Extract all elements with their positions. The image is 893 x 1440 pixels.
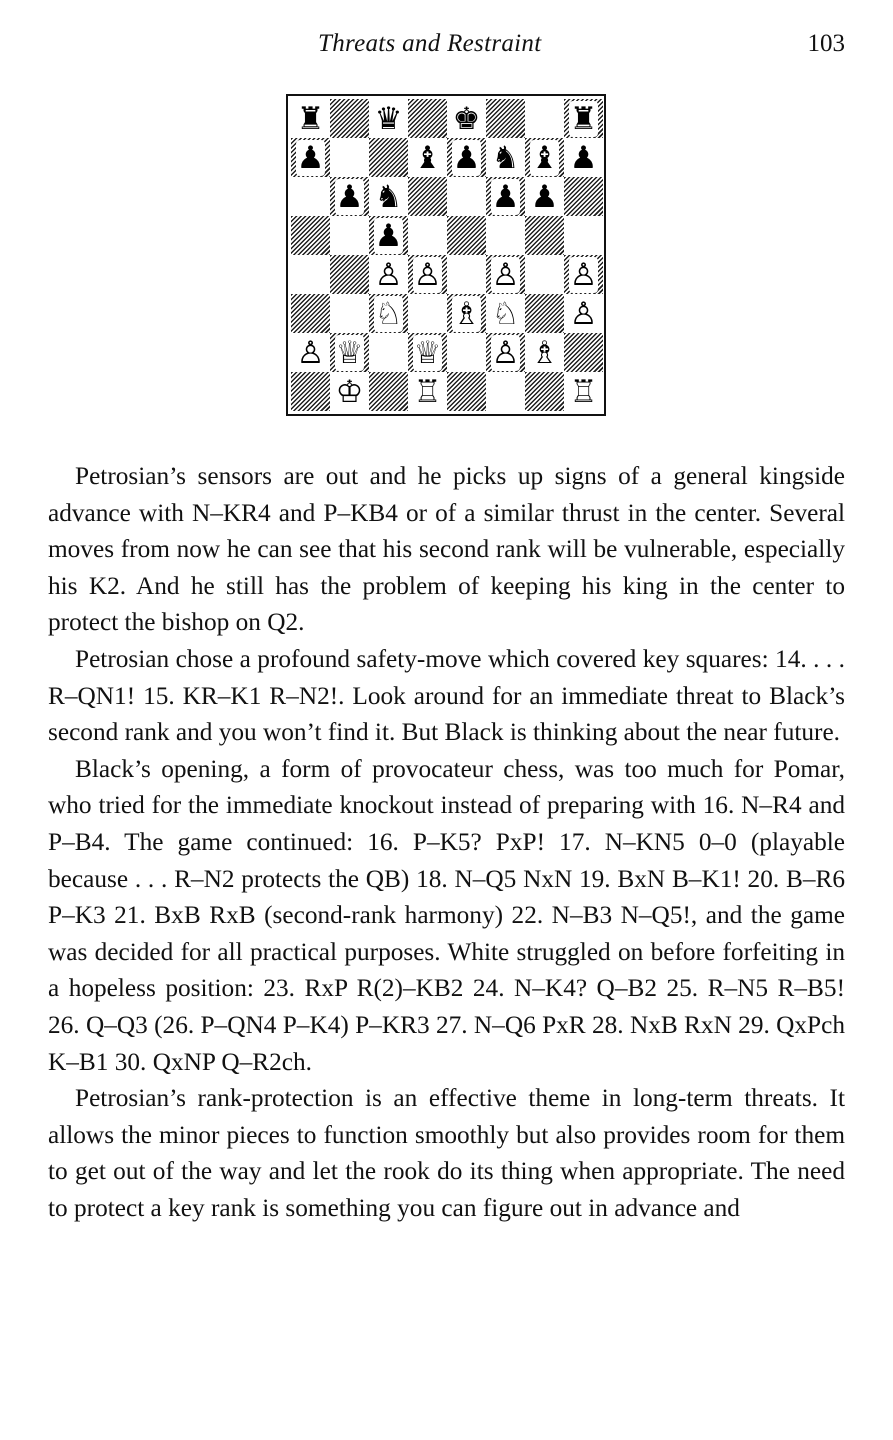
square-d8 (408, 99, 447, 138)
chess-piece: ♟ (491, 178, 520, 215)
chess-piece: ♘ (374, 295, 403, 332)
paragraph: Petrosian’s sensors are out and he picks up signs of a general kingside advance with N–KR4 and P–KB4 or of a similar thrust in the center. Several moves from now he can see that his second rank will be vulnerable, especially his K2. And he still has the problem of keeping his king in the center to protect the bishop on Q2. (48, 462, 845, 637)
chess-piece: ♚ (452, 100, 481, 137)
paragraph: Petrosian chose a profound safety-move which covered key squares: 14. . . . R–QN1! 15. KR–K1 R–N2!. Look around for an immediate threat to Black’s second rank and you won’t find it. But Black is thinking about the near future. (48, 644, 845, 747)
chapter-title: Threats and Restraint (318, 30, 542, 57)
square-b8 (330, 99, 369, 138)
chess-piece: ♕ (413, 334, 442, 371)
page-number: 103 (807, 30, 845, 57)
square-b2 (330, 333, 369, 372)
square-c2 (369, 333, 408, 372)
square-d2 (408, 333, 447, 372)
square-e7 (447, 138, 486, 177)
square-e1 (447, 372, 486, 411)
square-h3 (564, 294, 603, 333)
chess-piece: ♙ (296, 334, 325, 371)
square-a1 (291, 372, 330, 411)
chess-piece: ♜ (296, 100, 325, 137)
square-b1 (330, 372, 369, 411)
square-h8 (564, 99, 603, 138)
square-e8 (447, 99, 486, 138)
chess-piece: ♕ (335, 334, 364, 371)
square-a6 (291, 177, 330, 216)
square-d6 (408, 177, 447, 216)
square-h7 (564, 138, 603, 177)
square-c6 (369, 177, 408, 216)
chess-piece: ♛ (374, 100, 403, 137)
chess-piece: ♟ (374, 217, 403, 254)
square-f7 (486, 138, 525, 177)
square-g3 (525, 294, 564, 333)
square-h1 (564, 372, 603, 411)
chess-piece: ♟ (530, 178, 559, 215)
square-d3 (408, 294, 447, 333)
square-g2 (525, 333, 564, 372)
square-d5 (408, 216, 447, 255)
chess-piece: ♝ (530, 139, 559, 176)
square-f3 (486, 294, 525, 333)
square-c7 (369, 138, 408, 177)
paragraph: Black’s opening, a form of provocateur chess, was too much for Pomar, who tried for the immediate knockout instead of preparing with 16. N–R4 and P–B4. The game continued: 16. P–K5? PxP! 17. N–KN5 0–0 (playable because . . . R–N2 protects the QB) 18. N–Q5 NxN 19. BxN B–K1! 20. B–R6 P–K3 21. BxB RxB (second-rank harmony) 22. N–B3 N–Q5!, and the game was decided for all practical purposes. White struggled on before forfeiting in a hopeless position: 23. RxP R(2)–KB2 24. N–K4? Q–B2 25. R–N5 R–B5! 26. Q–Q3 (26. P–QN4 P–K4) P–KR3 27. N–Q6 PxR 28. NxB RxN 29. QxPch K–B1 30. QxNP Q–R2ch. (48, 754, 845, 1076)
chess-piece: ♙ (569, 256, 598, 293)
chess-piece: ♖ (413, 373, 442, 410)
square-f6 (486, 177, 525, 216)
square-g1 (525, 372, 564, 411)
square-d7 (408, 138, 447, 177)
square-h4 (564, 255, 603, 294)
chess-piece: ♘ (491, 295, 520, 332)
square-a5 (291, 216, 330, 255)
square-h5 (564, 216, 603, 255)
square-a4 (291, 255, 330, 294)
square-b5 (330, 216, 369, 255)
chess-piece: ♞ (491, 139, 520, 176)
square-c8 (369, 99, 408, 138)
chess-piece: ♗ (452, 295, 481, 332)
chess-piece: ♟ (296, 139, 325, 176)
square-a2 (291, 333, 330, 372)
square-e3 (447, 294, 486, 333)
square-f2 (486, 333, 525, 372)
chess-board (291, 99, 603, 411)
square-f5 (486, 216, 525, 255)
square-c1 (369, 372, 408, 411)
square-b7 (330, 138, 369, 177)
square-e5 (447, 216, 486, 255)
square-g6 (525, 177, 564, 216)
square-e4 (447, 255, 486, 294)
square-c3 (369, 294, 408, 333)
square-b6 (330, 177, 369, 216)
chess-piece: ♙ (569, 295, 598, 332)
chess-piece: ♟ (452, 139, 481, 176)
chess-piece: ♙ (374, 256, 403, 293)
chess-piece: ♞ (374, 178, 403, 215)
square-e2 (447, 333, 486, 372)
square-c4 (369, 255, 408, 294)
square-g4 (525, 255, 564, 294)
square-f1 (486, 372, 525, 411)
square-d1 (408, 372, 447, 411)
chess-piece: ♔ (335, 373, 364, 410)
chess-piece: ♟ (335, 178, 364, 215)
running-head (0, 30, 893, 64)
square-g7 (525, 138, 564, 177)
square-b4 (330, 255, 369, 294)
square-c5 (369, 216, 408, 255)
chess-piece: ♙ (491, 334, 520, 371)
square-h6 (564, 177, 603, 216)
square-d4 (408, 255, 447, 294)
square-a3 (291, 294, 330, 333)
square-a7 (291, 138, 330, 177)
chess-piece: ♙ (413, 256, 442, 293)
chess-piece: ♝ (413, 139, 442, 176)
chess-piece: ♗ (530, 334, 559, 371)
paragraph: Petrosian’s rank-protection is an effective theme in long-term threats. It allows the minor pieces to function smoothly but also provides room for them to get out of the way and let the rook do its thing when appropriate. The need to protect a key rank is something you can figure out in advance and (48, 1084, 845, 1222)
square-f4 (486, 255, 525, 294)
chess-diagram (286, 94, 606, 416)
square-e6 (447, 177, 486, 216)
chess-piece: ♟ (569, 139, 598, 176)
chess-piece: ♖ (569, 373, 598, 410)
square-h2 (564, 333, 603, 372)
chess-piece: ♜ (569, 100, 598, 137)
square-f8 (486, 99, 525, 138)
square-g5 (525, 216, 564, 255)
square-a8 (291, 99, 330, 138)
chess-piece: ♙ (491, 256, 520, 293)
square-g8 (525, 99, 564, 138)
body-text (48, 458, 845, 1226)
square-b3 (330, 294, 369, 333)
